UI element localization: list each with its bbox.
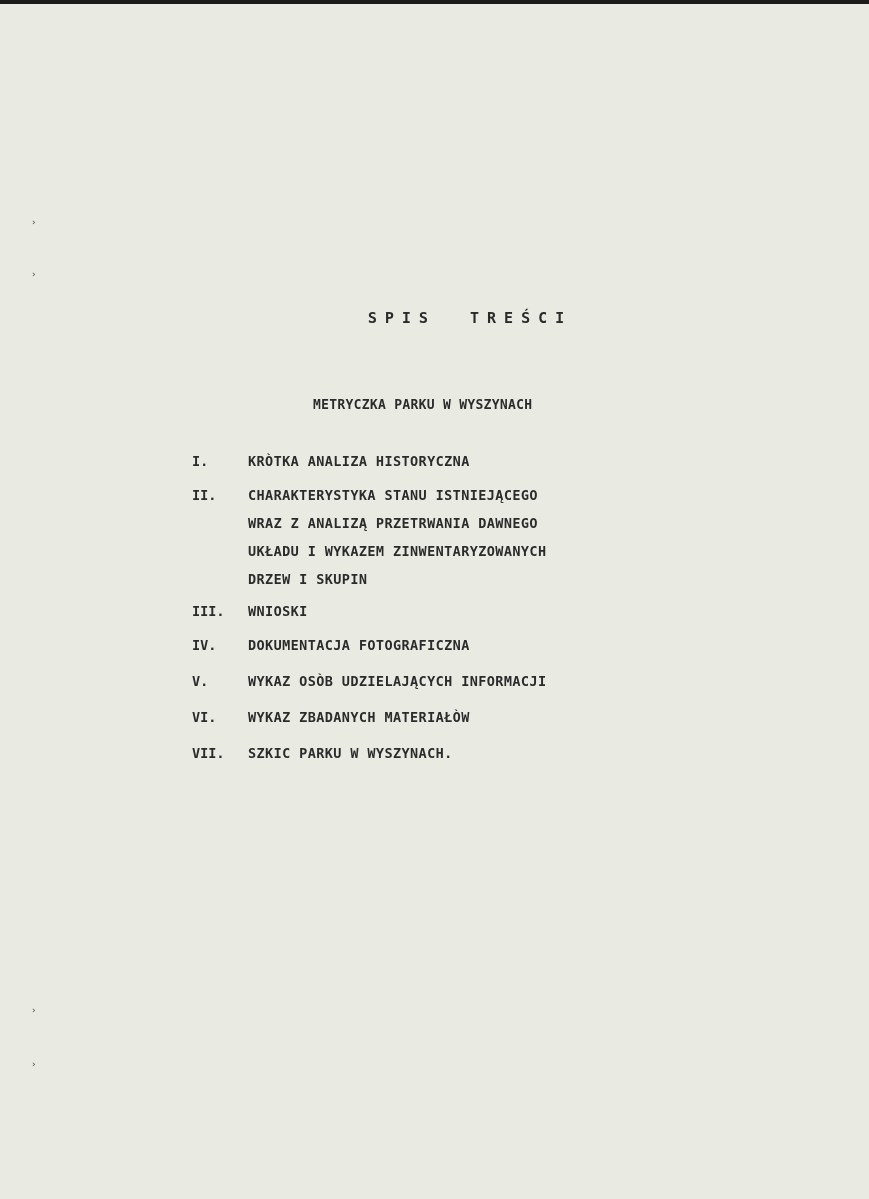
margin-mark: › [31, 270, 37, 280]
toc-text [248, 482, 688, 594]
toc-number: III. [192, 604, 225, 620]
toc-item-5 [192, 668, 688, 696]
toc-line: WYKAZ OSÒB UDZIELAJĄCYCH INFORMACJI [248, 674, 547, 690]
toc-line: KRÒTKA ANALIZA HISTORYCZNA [248, 454, 470, 470]
toc-item-4 [192, 632, 688, 660]
toc-text [248, 668, 688, 696]
toc-number: IV. [192, 638, 217, 654]
toc-line: SZKIC PARKU W WYSZYNACH. [248, 746, 453, 762]
toc-number: V. [192, 674, 209, 690]
toc-line: UKŁADU I WYKAZEM ZINWENTARYZOWANYCH [248, 544, 547, 560]
margin-mark: › [31, 218, 37, 228]
toc-number: II. [192, 488, 217, 504]
toc-line: WNIOSKI [248, 604, 308, 620]
toc-item-7 [192, 740, 688, 768]
toc-text [248, 598, 688, 626]
toc-line: DOKUMENTACJA FOTOGRAFICZNA [248, 638, 470, 654]
toc-text [248, 704, 688, 732]
toc-item-3 [192, 598, 688, 626]
top-edge [0, 0, 869, 4]
margin-mark: › [31, 1006, 37, 1016]
toc-line: CHARAKTERYSTYKA STANU ISTNIEJĄCEGO [248, 488, 538, 504]
margin-mark: › [31, 1060, 37, 1070]
toc-number: I. [192, 454, 209, 470]
toc-item-1 [192, 448, 688, 476]
toc-item-2 [192, 482, 688, 594]
toc-text [248, 740, 688, 768]
toc-number: VI. [192, 710, 217, 726]
toc-line: WRAZ Z ANALIZĄ PRZETRWANIA DAWNEGO [248, 516, 538, 532]
toc-text [248, 632, 688, 660]
toc-item-6 [192, 704, 688, 732]
toc-line: DRZEW I SKUPIN [248, 572, 368, 588]
toc-text [248, 448, 688, 476]
page-subtitle: METRYCZKA PARKU W WYSZYNACH [313, 398, 533, 413]
toc-number: VII. [192, 746, 225, 762]
toc-line: WYKAZ ZBADANYCH MATERIAŁÒW [248, 710, 470, 726]
page-title: SPIS TREŚCI [367, 309, 573, 327]
